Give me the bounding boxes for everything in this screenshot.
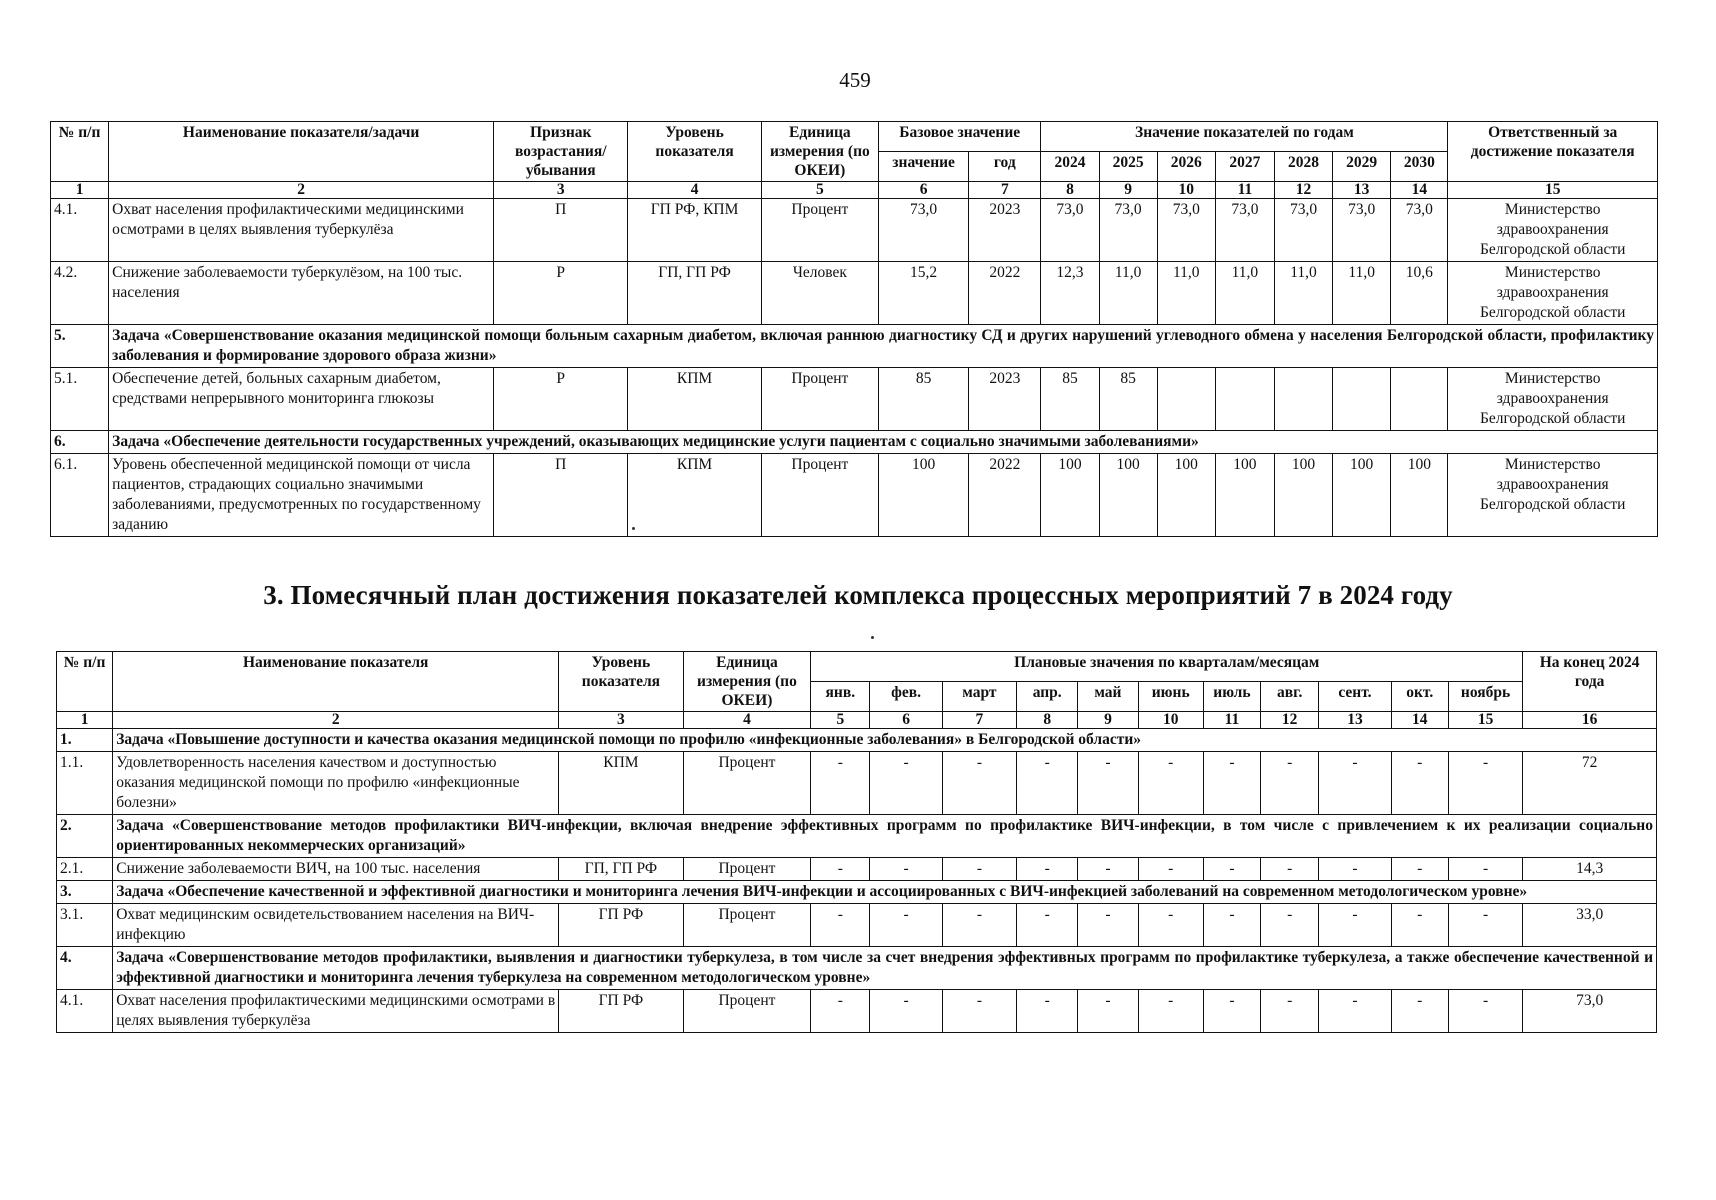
header-month: авг. [1261, 682, 1319, 712]
header-year: 2029 [1333, 152, 1391, 182]
year-value-cell: 11,0 [1333, 262, 1391, 325]
year-value-cell [1157, 368, 1215, 431]
month-value-cell: - [1261, 990, 1319, 1033]
year-value-cell: 85 [1041, 368, 1099, 431]
row-number: 4.1. [51, 199, 109, 262]
month-value-cell: - [1017, 752, 1078, 815]
header-unit: Единица измерения (по ОКЕИ) [761, 122, 878, 182]
section-title: 3. Помесячный план достижения показателей комплекса процессных мероприятий 7 в 2024 году [263, 580, 1453, 610]
column-number: 8 [1041, 182, 1099, 199]
header-year: 2028 [1274, 152, 1332, 182]
month-value-cell: - [1391, 990, 1448, 1033]
row-number: 6. [51, 431, 109, 454]
task-text: Задача «Совершенствование методов профилактики ВИЧ-инфекции, включая внедрение эффективных программ по профилактике ВИЧ-инфекции, в том числе с привлечением к их реализации социально ориентированных некоммерческих организаций» [113, 815, 1657, 858]
level-cell: КПМ [628, 368, 761, 431]
header-name: Наименование показателя/задачи [109, 122, 494, 182]
level-cell: ГП РФ [559, 990, 684, 1033]
header-year: 2024 [1041, 152, 1099, 182]
header-month: май [1078, 682, 1138, 712]
year-value-cell: 11,0 [1215, 262, 1274, 325]
level-cell: ГП РФ, КПМ [628, 199, 761, 262]
column-number: 5 [761, 182, 878, 199]
month-value-cell: - [1319, 752, 1391, 815]
header-month: июнь [1138, 682, 1203, 712]
column-number: 11 [1215, 182, 1274, 199]
month-value-cell: - [1261, 904, 1319, 947]
task-row [51, 431, 1658, 454]
year-value-cell: 11,0 [1099, 262, 1157, 325]
column-number: 10 [1157, 182, 1215, 199]
indicator-name: Снижение заболеваемости туберкулёзом, на 100 тыс. населения [109, 262, 494, 325]
header-trend: Признак возрастания/ убывания [494, 122, 628, 182]
table-row [51, 368, 1658, 431]
year-value-cell: 100 [1391, 454, 1448, 537]
year-value-cell: 100 [1041, 454, 1099, 537]
header-month: март [942, 682, 1016, 712]
unit-cell: Процент [761, 454, 878, 537]
row-number: 5. [51, 325, 109, 368]
year-end-cell: 33,0 [1523, 904, 1657, 947]
unit-cell: Процент [761, 199, 878, 262]
indicator-name: Обеспечение детей, больных сахарным диабетом, средствами непрерывного мониторинга глюкозы [109, 368, 494, 431]
header-base-year: год [969, 152, 1041, 182]
month-value-cell: - [1448, 858, 1522, 881]
month-value-cell: - [870, 990, 942, 1033]
header-num: № п/п [57, 652, 113, 712]
column-number: 2 [109, 182, 494, 199]
task-text: Задача «Совершенствование методов профилактики, выявления и диагностики туберкулеза, в том числе за счет внедрения эффективных программ по профилактике туберкулеза, а также обеспечение качественной и эффективной диагностики и мониторинга лечения туберкулеза на современном методологическом уровне» [113, 947, 1657, 990]
base-value-cell: 73,0 [879, 199, 969, 262]
column-number: 4 [683, 712, 811, 729]
unit-cell: Процент [683, 904, 811, 947]
header-year: 2027 [1215, 152, 1274, 182]
task-row [57, 881, 1657, 904]
year-value-cell: 73,0 [1157, 199, 1215, 262]
month-value-cell: - [1203, 752, 1260, 815]
task-row [57, 815, 1657, 858]
year-value-cell: 11,0 [1274, 262, 1332, 325]
year-value-cell: 10,6 [1391, 262, 1448, 325]
year-end-cell: 73,0 [1523, 990, 1657, 1033]
indicator-name: Снижение заболеваемости ВИЧ, на 100 тыс. населения [113, 858, 559, 881]
level-cell: ГП, ГП РФ [628, 262, 761, 325]
month-value-cell: - [1138, 858, 1203, 881]
responsible-cell: Министерство здравоохранения Белгородской области [1448, 262, 1658, 325]
header-level: Уровень показателя [559, 652, 684, 712]
header-num: № п/п [51, 122, 109, 182]
year-value-cell: 73,0 [1099, 199, 1157, 262]
row-number: 3. [57, 881, 113, 904]
year-value-cell [1215, 368, 1274, 431]
month-value-cell: - [1261, 858, 1319, 881]
month-value-cell: - [1319, 858, 1391, 881]
header-name: Наименование показателя [113, 652, 559, 712]
month-value-cell: - [1391, 904, 1448, 947]
month-value-cell: - [811, 904, 870, 947]
month-value-cell: - [1319, 990, 1391, 1033]
year-value-cell: 100 [1333, 454, 1391, 537]
year-value-cell: 73,0 [1274, 199, 1332, 262]
column-number: 9 [1099, 182, 1157, 199]
month-value-cell: - [942, 990, 1016, 1033]
header-month: фев. [870, 682, 942, 712]
column-number: 3 [559, 712, 684, 729]
month-value-cell: - [1017, 990, 1078, 1033]
unit-cell: Процент [683, 752, 811, 815]
header-responsible: Ответственный за достижение показателя [1448, 122, 1658, 182]
column-number: 14 [1391, 712, 1448, 729]
column-number: 5 [811, 712, 870, 729]
column-number: 3 [494, 182, 628, 199]
month-value-cell: - [1319, 904, 1391, 947]
task-text: Задача «Обеспечение деятельности государственных учреждений, оказывающих медицинские услуги пациентам с социально значимыми заболеваниями» [109, 431, 1658, 454]
month-value-cell: - [870, 904, 942, 947]
column-number: 1 [57, 712, 113, 729]
month-value-cell: - [942, 904, 1016, 947]
indicators-table [50, 121, 1658, 537]
indicator-name: Охват населения профилактическими медицинскими осмотрами в целях выявления туберкулёза [109, 199, 494, 262]
month-value-cell: - [1203, 990, 1260, 1033]
month-value-cell: - [1078, 858, 1138, 881]
header-level: Уровень показателя [628, 122, 761, 182]
header-unit: Единица измерения (по ОКЕИ) [683, 652, 811, 712]
month-value-cell: - [942, 858, 1016, 881]
unit-cell: Процент [683, 990, 811, 1033]
trend-cell: П [494, 454, 628, 537]
year-value-cell: 100 [1274, 454, 1332, 537]
monthly-plan-table [56, 651, 1657, 1033]
column-number: 11 [1203, 712, 1260, 729]
indicator-name: Уровень обеспеченной медицинской помощи от числа пациентов, страдающих социально значимыми заболеваниями, предусмотренных по государственному заданию [109, 454, 494, 537]
column-number: 2 [113, 712, 559, 729]
column-number: 15 [1448, 712, 1522, 729]
year-end-cell: 14,3 [1523, 858, 1657, 881]
trend-cell: П [494, 199, 628, 262]
row-number: 5.1. [51, 368, 109, 431]
column-number: 14 [1391, 182, 1448, 199]
month-value-cell: - [1017, 858, 1078, 881]
year-value-cell: 100 [1215, 454, 1274, 537]
column-number: 8 [1017, 712, 1078, 729]
task-row [57, 947, 1657, 990]
table-row [57, 904, 1657, 947]
month-value-cell: - [1448, 752, 1522, 815]
indicator-name: Охват населения профилактическими медицинскими осмотрами в целях выявления туберкулёза [113, 990, 559, 1033]
unit-cell: Человек [761, 262, 878, 325]
column-number: 10 [1138, 712, 1203, 729]
month-value-cell: - [1138, 990, 1203, 1033]
year-value-cell [1333, 368, 1391, 431]
month-value-cell: - [1017, 904, 1078, 947]
base-year-cell: 2023 [969, 368, 1041, 431]
month-value-cell: - [1138, 904, 1203, 947]
header-month: апр. [1017, 682, 1078, 712]
column-number: 15 [1448, 182, 1658, 199]
row-number: 2.1. [57, 858, 113, 881]
task-text: Задача «Повышение доступности и качества оказания медицинской помощи по профилю «инфекционные заболевания» в Белгородской области» [113, 729, 1657, 752]
month-value-cell: - [1261, 752, 1319, 815]
base-year-cell: 2023 [969, 199, 1041, 262]
header-by-years: Значение показателей по годам [1041, 122, 1448, 152]
year-value-cell: 85 [1099, 368, 1157, 431]
base-value-cell: 15,2 [879, 262, 969, 325]
table-row [51, 262, 1658, 325]
month-value-cell: - [1078, 904, 1138, 947]
scan-dot [871, 636, 874, 639]
month-value-cell: - [1138, 752, 1203, 815]
year-value-cell: 73,0 [1041, 199, 1099, 262]
column-number: 9 [1078, 712, 1138, 729]
year-value-cell: 12,3 [1041, 262, 1099, 325]
responsible-cell: Министерство здравоохранения Белгородской области [1448, 454, 1658, 537]
year-end-cell: 72 [1523, 752, 1657, 815]
month-value-cell: - [1391, 858, 1448, 881]
column-number: 1 [51, 182, 109, 199]
base-value-cell: 100 [879, 454, 969, 537]
base-value-cell: 85 [879, 368, 969, 431]
base-year-cell: 2022 [969, 454, 1041, 537]
header-end: На конец 2024 года [1523, 652, 1657, 712]
row-number: 2. [57, 815, 113, 858]
column-number: 12 [1261, 712, 1319, 729]
header-base: Базовое значение [879, 122, 1041, 152]
month-value-cell: - [1448, 904, 1522, 947]
year-value-cell: 100 [1099, 454, 1157, 537]
header-month: ноябрь [1448, 682, 1522, 712]
table-row [57, 990, 1657, 1033]
row-number: 4. [57, 947, 113, 990]
month-value-cell: - [942, 752, 1016, 815]
level-cell: КПМ [559, 752, 684, 815]
task-text: Задача «Обеспечение качественной и эффективной диагностики и мониторинга лечения ВИЧ-инфекции и ассоциированных с ВИЧ-инфекцией заболеваний на современном методологическом уровне» [113, 881, 1657, 904]
header-month: сент. [1319, 682, 1391, 712]
year-value-cell [1391, 368, 1448, 431]
column-number: 7 [942, 712, 1016, 729]
column-number: 6 [879, 182, 969, 199]
column-number: 13 [1333, 182, 1391, 199]
task-text: Задача «Совершенствование оказания медицинской помощи больным сахарным диабетом, включая раннюю диагностику СД и других нарушений углеводного обмена у населения Белгородской области, профилактику заболевания и формирование здорового образа жизни» [109, 325, 1658, 368]
year-value-cell: 73,0 [1333, 199, 1391, 262]
column-number: 13 [1319, 712, 1391, 729]
month-value-cell: - [870, 858, 942, 881]
year-value-cell: 11,0 [1157, 262, 1215, 325]
month-value-cell: - [870, 752, 942, 815]
trend-cell: Р [494, 262, 628, 325]
header-year: 2030 [1391, 152, 1448, 182]
table-row [51, 454, 1658, 537]
task-row [51, 325, 1658, 368]
row-number: 4.1. [57, 990, 113, 1033]
column-number: 12 [1274, 182, 1332, 199]
month-value-cell: - [1203, 904, 1260, 947]
row-number: 3.1. [57, 904, 113, 947]
year-value-cell: 73,0 [1391, 199, 1448, 262]
unit-cell: Процент [761, 368, 878, 431]
row-number: 1. [57, 729, 113, 752]
header-base-value: значение [879, 152, 969, 182]
table-row [57, 752, 1657, 815]
header-month: окт. [1391, 682, 1448, 712]
column-number: 7 [969, 182, 1041, 199]
table-row [51, 199, 1658, 262]
row-number: 4.2. [51, 262, 109, 325]
column-number: 4 [628, 182, 761, 199]
row-number: 1.1. [57, 752, 113, 815]
task-row [57, 729, 1657, 752]
unit-cell: Процент [683, 858, 811, 881]
header-planned: Плановые значения по кварталам/месяцам [811, 652, 1523, 682]
level-cell: ГП РФ [559, 904, 684, 947]
month-value-cell: - [811, 858, 870, 881]
month-value-cell: - [811, 752, 870, 815]
page-number: 459 [839, 68, 871, 92]
header-month: янв. [811, 682, 870, 712]
year-value-cell: 100 [1157, 454, 1215, 537]
month-value-cell: - [1203, 858, 1260, 881]
scan-dot [632, 527, 635, 530]
header-year: 2025 [1099, 152, 1157, 182]
level-cell: КПМ [628, 454, 761, 537]
trend-cell: Р [494, 368, 628, 431]
header-year: 2026 [1157, 152, 1215, 182]
base-year-cell: 2022 [969, 262, 1041, 325]
table-row [57, 858, 1657, 881]
row-number: 6.1. [51, 454, 109, 537]
month-value-cell: - [1448, 990, 1522, 1033]
column-number: 16 [1523, 712, 1657, 729]
level-cell: ГП, ГП РФ [559, 858, 684, 881]
month-value-cell: - [1391, 752, 1448, 815]
header-month: июль [1203, 682, 1260, 712]
month-value-cell: - [811, 990, 870, 1033]
year-value-cell: 73,0 [1215, 199, 1274, 262]
responsible-cell: Министерство здравоохранения Белгородской области [1448, 199, 1658, 262]
indicator-name: Охват медицинским освидетельствованием населения на ВИЧ-инфекцию [113, 904, 559, 947]
month-value-cell: - [1078, 752, 1138, 815]
column-number: 6 [870, 712, 942, 729]
indicator-name: Удовлетворенность населения качеством и доступностью оказания медицинской помощи по профилю «инфекционные болезни» [113, 752, 559, 815]
year-value-cell [1274, 368, 1332, 431]
responsible-cell: Министерство здравоохранения Белгородской области [1448, 368, 1658, 431]
month-value-cell: - [1078, 990, 1138, 1033]
